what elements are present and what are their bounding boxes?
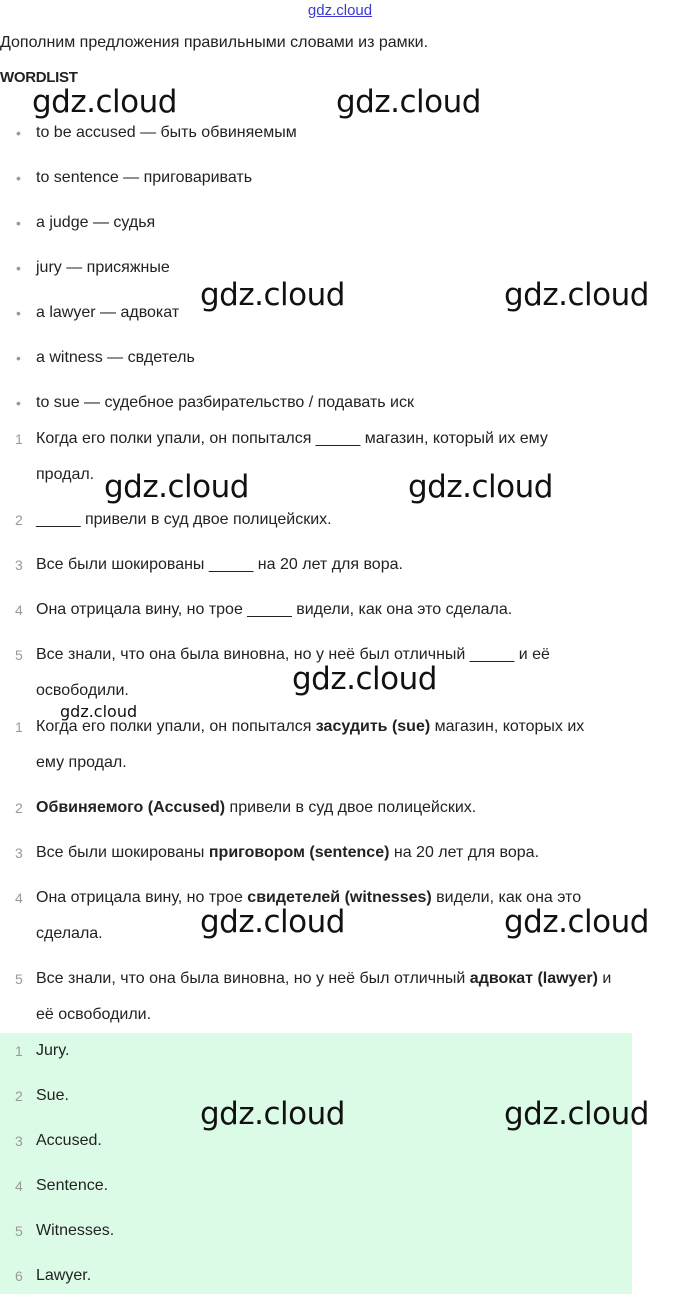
watermark: gdz.cloud — [104, 469, 249, 505]
bullet-icon: • — [16, 260, 21, 276]
wordlist-title: WORDLIST — [0, 69, 78, 86]
bullet-icon: • — [16, 395, 21, 411]
bullet-icon: • — [16, 125, 21, 141]
site-link[interactable]: gdz.cloud — [307, 2, 373, 19]
task-instruction: Дополним предложения правильными словами из рамки. — [0, 34, 429, 51]
watermark: gdz.cloud — [32, 84, 177, 120]
watermark: gdz.cloud — [292, 661, 437, 697]
watermark: gdz.cloud — [200, 277, 345, 313]
watermark: gdz.cloud — [504, 904, 649, 940]
watermark: gdz.cloud — [504, 1096, 649, 1132]
watermark: gdz.cloud — [408, 469, 553, 505]
bullet-icon: • — [16, 350, 21, 366]
bullet-icon: • — [16, 305, 21, 321]
watermark: gdz.cloud — [336, 84, 481, 120]
watermark: gdz.cloud — [60, 702, 138, 721]
bullet-icon: • — [16, 215, 21, 231]
watermark: gdz.cloud — [504, 277, 649, 313]
watermark: gdz.cloud — [200, 904, 345, 940]
bullet-icon: • — [16, 170, 21, 186]
answers-box — [0, 1033, 632, 1294]
watermark: gdz.cloud — [200, 1096, 345, 1132]
